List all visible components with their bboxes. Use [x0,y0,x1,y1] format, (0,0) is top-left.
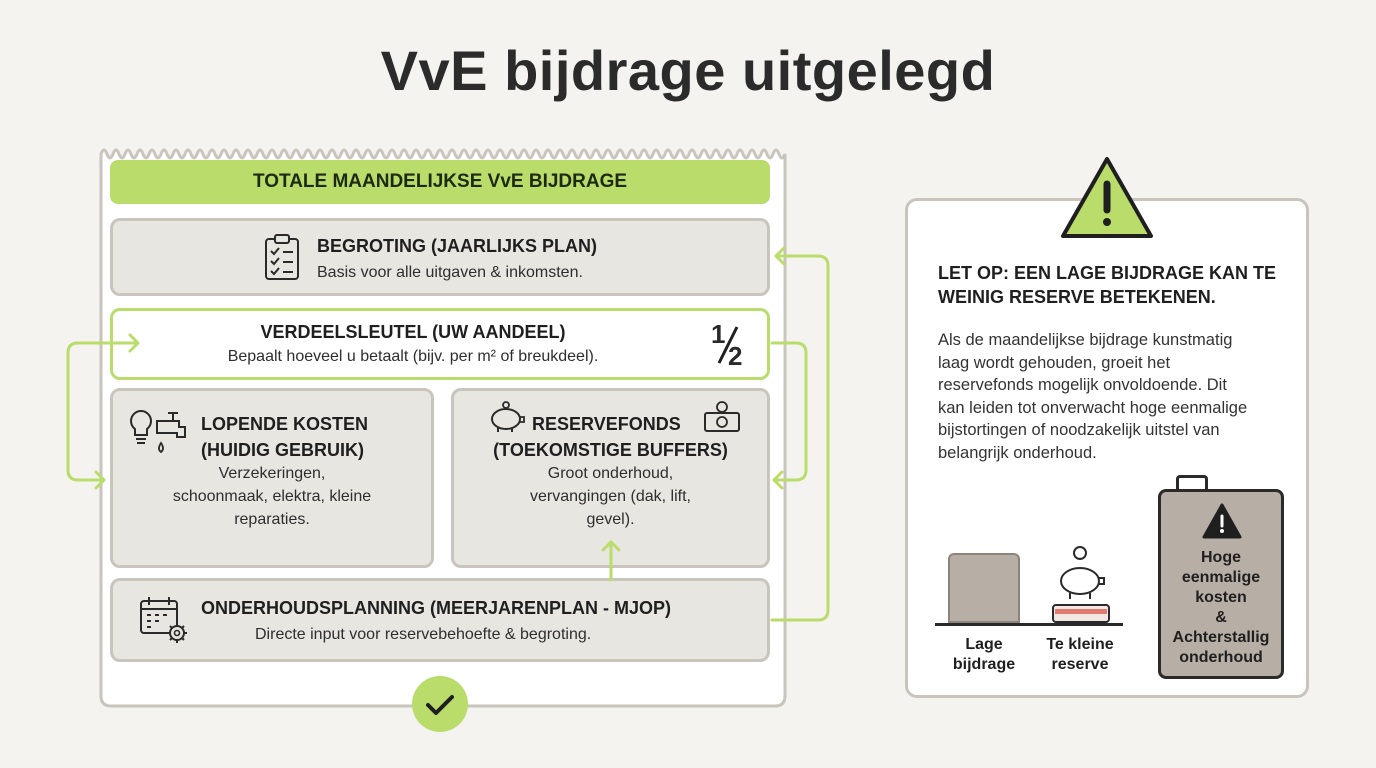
lopende-kosten-desc-3: reparaties. [234,511,310,528]
lopende-kosten-subtitle: (HUIDIG GEBRUIK) [201,440,364,460]
begroting-desc: Basis voor alle uitgaven & inkomsten. [317,264,583,281]
checkmark-icon [412,676,468,732]
reservefonds-desc-1: Groot onderhoud, [547,465,674,482]
begroting-title: BEGROTING (JAARLIJKS PLAN) [317,236,598,256]
lopende-kosten-desc-1: Verzekeringen, [218,465,326,482]
warning-body-line: belangrijk onderhoud. [938,443,1097,462]
reservefonds-subtitle: (TOEKOMSTIGE BUFFERS) [493,440,728,460]
small-reserve-piggy-icon [1052,545,1110,623]
warning-title-2: WEINIG RESERVE BETEKENEN. [938,287,1216,307]
verdeelsleutel-card [110,308,770,380]
reservefonds-title: RESERVEFONDS [532,414,681,434]
warning-body-line: laag wordt gehouden, groeit het [938,353,1171,372]
warning-panel [905,198,1309,698]
high-costs-block [1158,489,1284,679]
warning-title-1: LET OP: EEN LAGE BIJDRAGE KAN TE [938,263,1277,283]
verdeelsleutel-desc: Bepaalt hoeveel u betaalt (bijv. per m² of breukdeel). [227,348,599,365]
warning-body-line: Als de maandelijkse bijdrage kunstmatig [938,331,1233,349]
lopende-kosten-title: LOPENDE KOSTEN [201,414,369,434]
total-contribution-label: TOTALE MAANDELIJKSE VvE BIJDRAGE [252,171,628,192]
small-reserve-label: Te kleine reserve [1046,636,1114,673]
page-title: VvE bijdrage uitgelegd [380,39,996,102]
lopende-kosten-desc-2: schoonmaak, elektra, kleine [172,488,372,505]
begroting-card [110,218,770,296]
warning-small-icon [1201,502,1243,540]
reservefonds-desc-3: gevel). [586,511,635,528]
baseline-divider [935,623,1123,626]
onderhoudsplanning-title: ONDERHOUDSPLANNING (MEERJARENPLAN - MJOP) [201,598,672,618]
calendar-gear-icon [139,595,191,647]
reservefonds-desc-2: vervangingen (dak, lift, [530,488,691,505]
low-contribution-block [948,553,1020,623]
lopende-kosten-card [110,388,434,568]
water-tap-icon [153,409,193,457]
warning-body-line: bijstortingen of noodzakelijk uitstel van [938,421,1220,439]
warning-body [938,329,1298,464]
low-contribution-label: Lage bijdrage [952,636,1016,673]
warning-body-line: reservefonds mogelijk onvoldoende. Dit [938,376,1227,394]
total-contribution-header [110,160,770,204]
warning-body-line: kan leiden tot onverwacht hoge eenmalige [938,398,1248,417]
lightbulb-icon [129,409,153,449]
reservefonds-card [451,388,770,568]
verdeelsleutel-title: VERDEELSLEUTEL (UW AANDEEL) [260,322,566,342]
onderhoudsplanning-card [110,578,770,662]
onderhoudsplanning-desc: Directe input voor reservebehoefte & begroting. [255,626,592,643]
warning-triangle-icon [1058,154,1156,242]
fraction-half-icon: 1 2 [711,319,743,371]
clipboard-checklist-icon [263,233,301,281]
piggy-bank-icon [486,401,526,433]
money-bill-icon [702,401,742,435]
high-costs-label: Hoge eenmalige kosten & Achterstallig onderhoud [1172,549,1270,666]
